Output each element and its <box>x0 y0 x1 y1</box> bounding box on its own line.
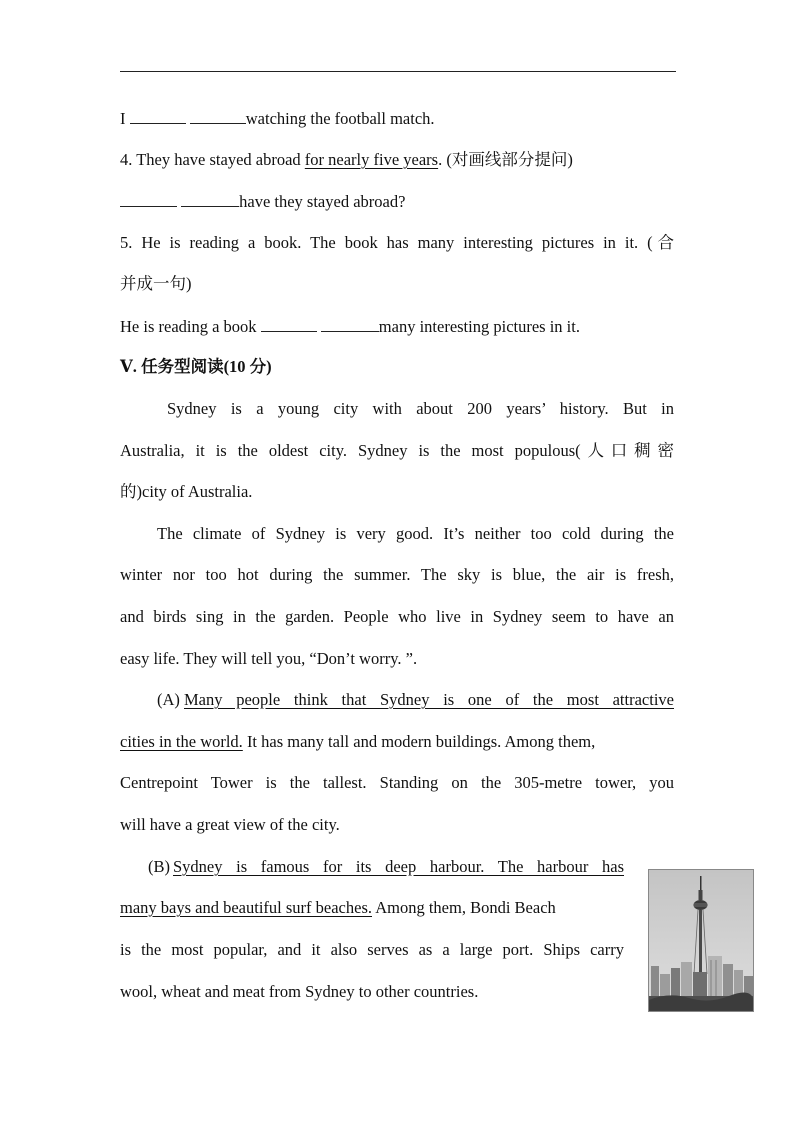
q5-answer-start: He is reading a book <box>120 317 257 336</box>
p1-line-2: Australia, it is the oldest city. Sydney is the most populous(人口稠密 <box>120 441 674 460</box>
answer-blank-1[interactable] <box>120 191 177 207</box>
answer-blank-2[interactable] <box>190 108 246 124</box>
answer-blank-1[interactable] <box>261 316 317 332</box>
p2-line-4: easy life. They will tell you, “Don’t worry. ”. <box>120 649 418 668</box>
p3-line-2 <box>120 732 595 752</box>
answer-blank-2[interactable] <box>321 316 379 332</box>
q4-prefix: 4. They have stayed abroad <box>120 150 305 169</box>
answer-blank-2[interactable] <box>181 191 239 207</box>
p2-line-3: and birds sing in the garden. People who live in Sydney seem to have an <box>120 607 674 626</box>
p4-marker: (B) <box>148 857 170 876</box>
answer-line-prev <box>120 108 435 129</box>
q4-instruction: . (对画线部分提问) <box>438 150 573 169</box>
section-heading <box>120 357 272 377</box>
tower-illustration <box>649 870 753 1011</box>
p2-line-2: winter nor too hot during the summer. The sky is blue, the air is fresh, <box>120 565 674 584</box>
p4-underlined-sentence-b-end: many bays and beautiful surf beaches. <box>120 898 372 917</box>
p1-line-3: 的)city of Australia. <box>120 482 253 501</box>
sydney-tower-photo <box>648 869 754 1012</box>
p4-line-2-rest: Among them, Bondi Beach <box>372 898 556 917</box>
q5-answer-end: many interesting pictures in it. <box>378 317 580 336</box>
p3-line-2-rest: It has many tall and modern buildings. Among them, <box>242 732 596 751</box>
q4-underlined-phrase: for nearly five years <box>304 150 439 169</box>
question-4 <box>120 150 573 170</box>
section-title: 任务型阅读 <box>141 357 224 376</box>
p3-underlined-sentence-a-end: cities in the world. <box>120 732 243 751</box>
question-5-answer <box>120 316 580 337</box>
p3-marker: (A) <box>157 690 180 709</box>
p2-line-1: The climate of Sydney is very good. It’s neither too cold during the <box>157 524 674 543</box>
header-rule <box>120 71 676 72</box>
p3-line-3: Centrepoint Tower is the tallest. Standing on the 305-metre tower, you <box>120 773 674 792</box>
answer-blank-1[interactable] <box>130 108 186 124</box>
section-numeral: Ⅴ. <box>120 357 137 376</box>
p3-line-4: will have a great view of the city. <box>120 815 340 834</box>
section-score: (10 分) <box>223 357 272 376</box>
p3-underlined-sentence-a: Many people think that Sydney is one of the most attractive <box>184 690 674 709</box>
p1-line-1: Sydney is a young city with about 200 years’ history. But in <box>167 399 674 418</box>
p4-line-2 <box>120 898 556 918</box>
p4-line-3: is the most popular, and it also serves as a large port. Ships carry <box>120 940 624 959</box>
question-5-line-1: 5. He is reading a book. The book has many interesting pictures in it. (合 <box>120 233 674 252</box>
question-4-answer <box>120 191 405 212</box>
question-5-line-2: 并成一句) <box>120 274 192 293</box>
q4-answer-end: have they stayed abroad? <box>239 192 406 211</box>
answer-end-text: watching the football match. <box>245 109 435 128</box>
p4-underlined-sentence-b: Sydney is famous for its deep harbour. The harbour has <box>173 857 624 876</box>
p4-line-4: wool, wheat and meat from Sydney to other countries. <box>120 982 479 1001</box>
answer-start-text: I <box>120 109 126 128</box>
